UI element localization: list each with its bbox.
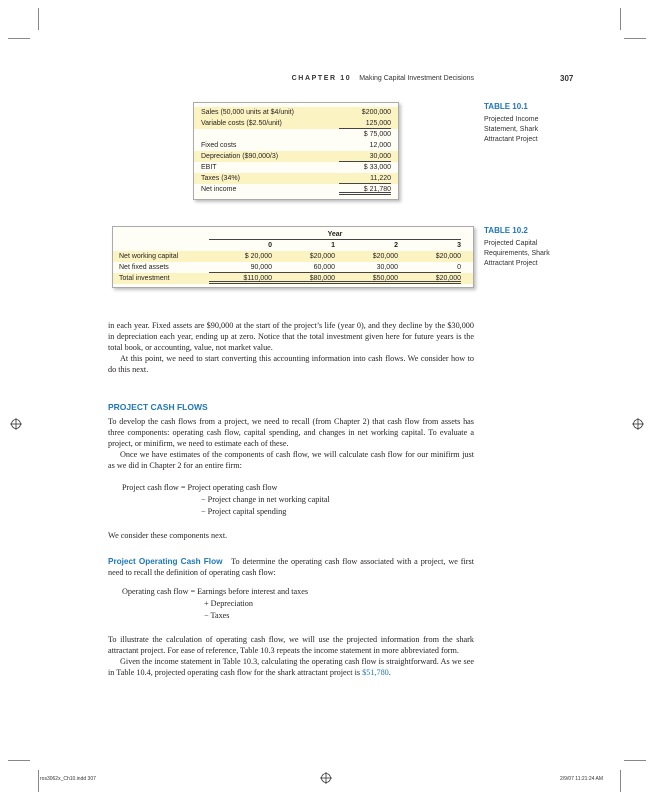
operating-cash-flow-equation xyxy=(122,586,308,622)
row-label: Taxes (34%) xyxy=(201,175,240,182)
income-statement-table xyxy=(193,102,399,200)
crop-mark xyxy=(8,38,30,39)
cell-value: 60,000 xyxy=(272,262,335,273)
cell-value: 0 xyxy=(398,262,461,273)
cell-value: $110,000 xyxy=(209,273,272,284)
table-row xyxy=(113,273,473,284)
column-header: 1 xyxy=(331,242,335,249)
body-text-operating-cash-flow xyxy=(108,556,474,578)
table-row xyxy=(194,162,398,173)
equation-term: − Project change in net working capital xyxy=(201,495,330,504)
running-head xyxy=(100,75,474,82)
row-value: 12,000 xyxy=(369,142,391,149)
table1-number: TABLE 10.1 xyxy=(484,102,528,111)
table-row xyxy=(194,118,398,129)
row-label: Net fixed assets xyxy=(119,264,169,271)
paragraph: To develop the cash flows from a project, we need to recall (from Chapter 2) that cash flow from assets has three components: operating cash flow, capital spending, and changes in net working capital. To evaluate a project, or minifirm, we need to estimate each of these. xyxy=(108,417,474,448)
equation-term: + Depreciation xyxy=(204,599,253,608)
row-label: Sales (50,000 units at $4/unit) xyxy=(201,109,295,116)
chapter-label: CHAPTER 10 xyxy=(291,75,352,82)
cell-value: $20,000 xyxy=(435,253,461,260)
table-header-year xyxy=(113,229,473,240)
cell-value: $20,000 xyxy=(372,253,398,260)
chapter-title: Making Capital Investment Decisions xyxy=(359,75,474,82)
body-text-illustration xyxy=(108,634,474,678)
table-row xyxy=(194,107,398,118)
page-number: 307 xyxy=(560,74,574,83)
table1-caption xyxy=(484,102,538,145)
paragraph-text: Given the income statement in Table 10.3, calculating the operating cash flow is straightforward. As we see in Table 10.4, projected operating cash flow for the shark attractant project is xyxy=(108,657,474,677)
table1-caption-line: Statement, Shark xyxy=(484,126,539,133)
registration-mark-icon xyxy=(320,772,332,784)
table-row xyxy=(194,151,398,162)
row-value: $ 33,000 xyxy=(363,164,391,171)
crop-mark xyxy=(624,38,646,39)
row-value: $200,000 xyxy=(361,109,391,116)
equation-lhs: Project cash flow xyxy=(122,483,179,492)
row-value: $ 21,780 xyxy=(339,184,391,195)
row-label: Net income xyxy=(201,186,237,193)
table-row xyxy=(194,173,398,184)
body-text-components xyxy=(108,530,474,541)
cell-value: $20,000 xyxy=(309,253,335,260)
row-label: Depreciation ($90,000/3) xyxy=(201,153,279,160)
row-value: 11,220 xyxy=(339,173,391,184)
row-value: $ 75,000 xyxy=(363,131,391,138)
subsection-heading: Project Operating Cash Flow xyxy=(108,557,223,566)
row-label: Total investment xyxy=(119,275,170,282)
paragraph: Once we have estimates of the components of cash flow, we will calculate cash flow for our minifirm just as we did in Chapter 2 for an entire firm: xyxy=(108,450,474,470)
table-header-row xyxy=(113,240,473,251)
cell-value: $50,000 xyxy=(335,273,398,284)
table1-caption-line: Attractant Project xyxy=(484,136,538,143)
table2-caption-line: Projected Capital xyxy=(484,240,538,247)
equation-term: = Project operating cash flow xyxy=(180,483,278,492)
row-label: Variable costs ($2.50/unit) xyxy=(201,120,282,127)
crop-mark xyxy=(38,770,39,792)
crop-mark xyxy=(38,8,39,30)
table-row xyxy=(194,140,398,151)
body-text-intro xyxy=(108,320,474,375)
row-label: Net working capital xyxy=(119,253,179,260)
paragraph: To illustrate the calculation of operating cash flow, we will use the projected information from the shark attractant project. For ease of reference, Table 10.3 repeats the income statement in more abbreviated form. xyxy=(108,635,474,655)
body-text-cash-flows xyxy=(108,416,474,471)
crop-mark xyxy=(624,760,646,761)
equation-term: − Taxes xyxy=(204,611,230,620)
column-header: 0 xyxy=(268,242,272,249)
table1-caption-line: Projected Income xyxy=(484,116,539,123)
row-label: Fixed costs xyxy=(201,142,237,149)
column-header: 2 xyxy=(394,242,398,249)
table2-caption xyxy=(484,226,550,269)
registration-mark-icon xyxy=(10,418,22,430)
capital-requirements-table xyxy=(112,226,474,288)
cell-value: 30,000 xyxy=(335,262,398,273)
row-value: 125,000 xyxy=(339,118,391,129)
table-row xyxy=(113,262,473,273)
crop-mark xyxy=(8,760,30,761)
cell-value: $20,000 xyxy=(398,273,461,284)
paragraph: At this point, we need to start converting this accounting information into cash flows. We consider how to do this next. xyxy=(108,354,474,374)
paragraph: We consider these components next. xyxy=(108,531,228,540)
table2-caption-line: Requirements, Shark xyxy=(484,250,550,257)
row-value: 30,000 xyxy=(339,151,391,162)
footer-timestamp: 2/9/07 11:21:24 AM xyxy=(560,776,603,782)
cell-value: $ 20,000 xyxy=(244,253,272,260)
project-cash-flow-equation xyxy=(122,482,330,518)
equation-term: − Project capital spending xyxy=(201,507,287,516)
column-header: 3 xyxy=(457,242,461,249)
cell-value: $80,000 xyxy=(272,273,335,284)
cell-value: 90,000 xyxy=(209,262,272,273)
table-row xyxy=(194,129,398,140)
registration-mark-icon xyxy=(632,418,644,430)
section-heading: PROJECT CASH FLOWS xyxy=(108,402,208,412)
table-row xyxy=(113,251,473,262)
paragraph-text: . xyxy=(388,668,391,677)
equation-lhs: Operating cash flow xyxy=(122,587,189,596)
row-label: EBIT xyxy=(201,164,217,171)
year-label: Year xyxy=(209,229,461,240)
crop-mark xyxy=(620,8,621,30)
crop-mark xyxy=(620,770,621,792)
footer-file-slug: ros3062x_Ch10.indd 307 xyxy=(40,776,96,782)
table2-caption-line: Attractant Project xyxy=(484,260,538,267)
equation-term: = Earnings before interest and taxes xyxy=(190,587,309,596)
paragraph-text: To determine the operating cash flow associated with a project, we first need to recall the definition of operating cash flow: xyxy=(108,557,474,577)
paragraph: in each year. Fixed assets are $90,000 at the start of the project’s life (year 0), and they decline by the $30,000 in depreciation each year, ending up at zero. Notice that the total investment given here for future years is the total book, or accounting, value, not market value. xyxy=(108,321,474,352)
cash-flow-value-link[interactable]: $51,780 xyxy=(362,668,389,677)
table-row xyxy=(194,184,398,195)
table2-number: TABLE 10.2 xyxy=(484,226,528,235)
